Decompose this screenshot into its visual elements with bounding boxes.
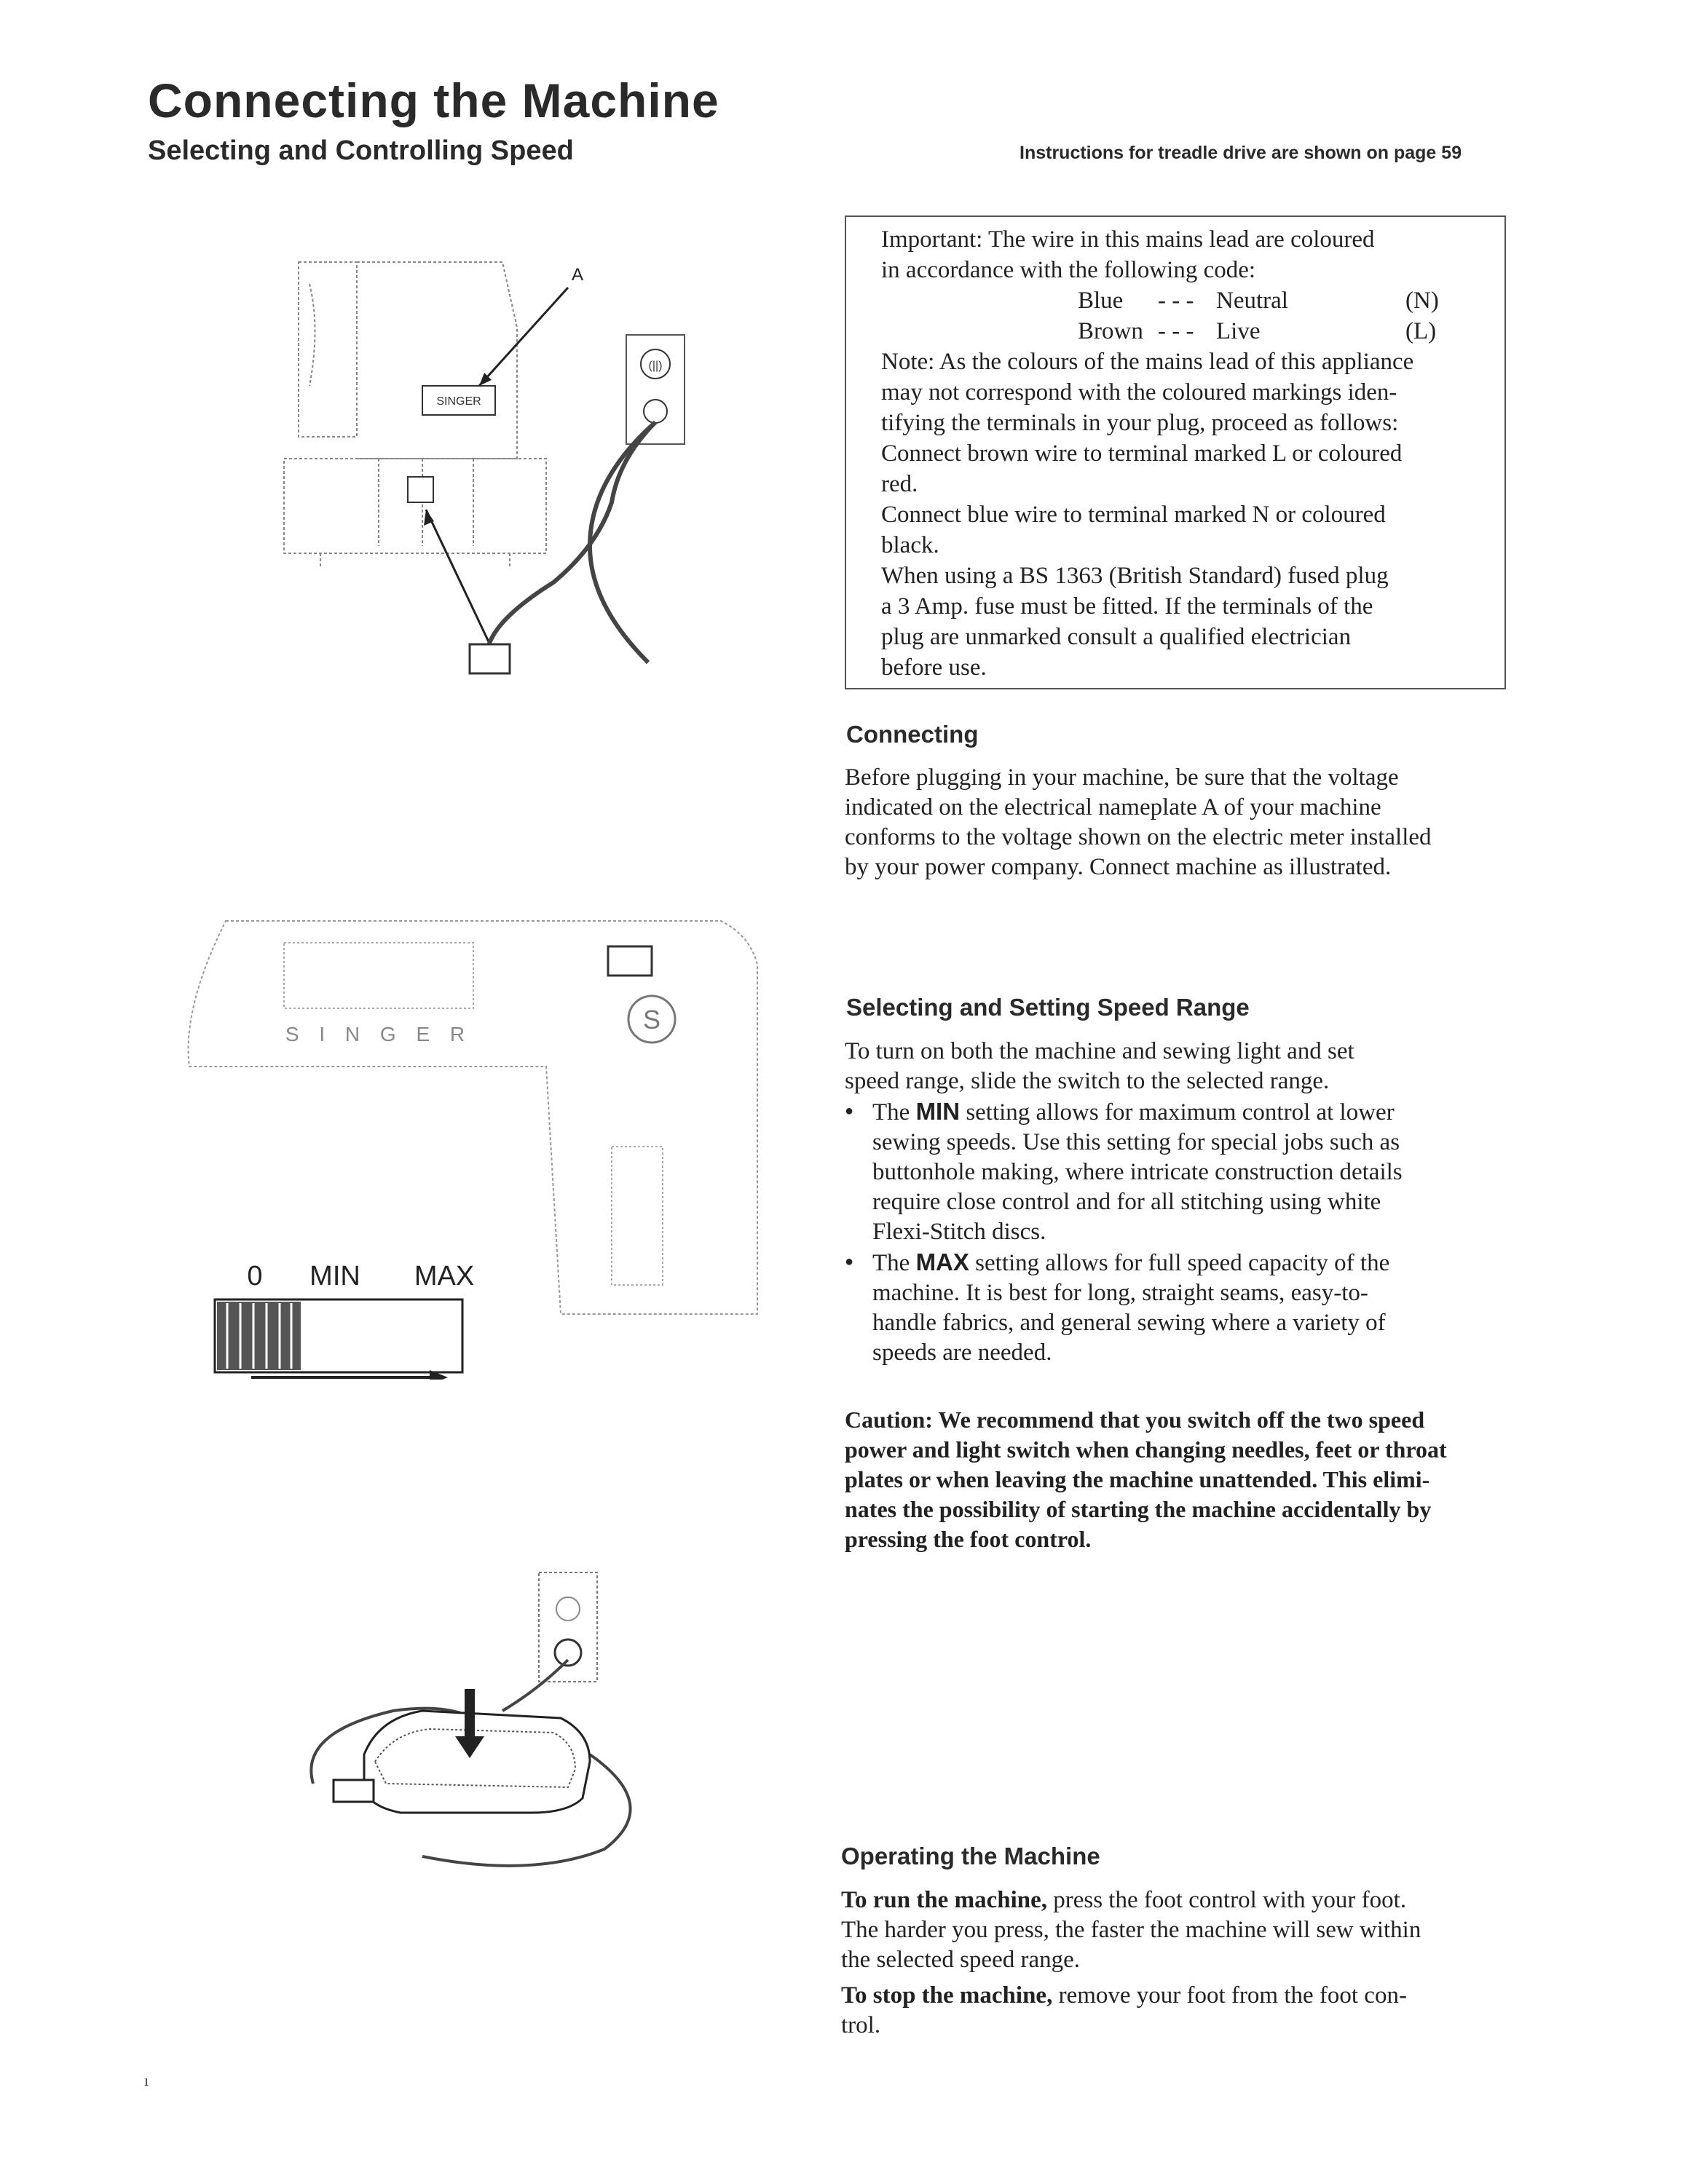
- note-line: Connect blue wire to terminal marked N or coloured: [881, 502, 1386, 528]
- stop-text: remove your foot from the foot con-: [1052, 1982, 1407, 2009]
- bullet-line: speeds are needed.: [872, 1340, 1052, 1366]
- important-wiring-box: [845, 215, 1506, 689]
- power-cord: [502, 1660, 568, 1711]
- wire-abbr: (L): [1405, 318, 1437, 344]
- note-line: Connect brown wire to terminal marked L or coloured: [881, 440, 1403, 467]
- speed-switch-illustration: [167, 906, 794, 1380]
- caution-line: nates the possibility of starting the machine accidentally by: [845, 1496, 1432, 1522]
- operating-heading: Operating the Machine: [841, 1843, 1100, 1870]
- run-lead: To run the machine,: [841, 1887, 1047, 1913]
- wire-code-row: [881, 316, 1486, 347]
- nameplate-arrow: [479, 288, 568, 386]
- wire-meaning: Live: [1216, 318, 1261, 344]
- speed-range-heading: Selecting and Setting Speed Range: [846, 994, 1250, 1021]
- bullet-dot: ●: [845, 1254, 854, 1270]
- bullet-text: setting allows for maximum control at lower: [960, 1099, 1395, 1125]
- pedal-plug: [334, 1780, 374, 1802]
- bullet-line: buttonhole making, where intricate construction details: [872, 1159, 1403, 1185]
- note-line: plug are unmarked consult a qualified electrician: [881, 624, 1352, 650]
- switch-label-max: MAX: [414, 1261, 475, 1291]
- switch-label-min: MIN: [309, 1261, 360, 1291]
- wire-code-row: [881, 285, 1486, 316]
- max-keyword: MAX: [915, 1249, 969, 1275]
- brand-letters: S I N G E R: [285, 1023, 473, 1045]
- max-bullet: [845, 1247, 1507, 1368]
- bullet-line: sewing speeds. Use this setting for special jobs such as: [872, 1129, 1400, 1155]
- socket-icon: [408, 477, 433, 502]
- caution-line: power and light switch when changing needles, feet or throat: [845, 1436, 1447, 1463]
- bullet-prefix: The: [872, 1250, 916, 1276]
- brand-panel: [284, 943, 473, 1045]
- paragraph-line: trol.: [841, 2012, 881, 2038]
- connecting-illustration: [277, 240, 699, 721]
- stop-lead: To stop the machine,: [841, 1982, 1053, 2009]
- paragraph-line: speed range, slide the switch to the selected range.: [845, 1068, 1330, 1094]
- nameplate: [422, 386, 495, 415]
- paragraph-line: indicated on the electrical nameplate A of your machine: [845, 794, 1381, 820]
- switch-on-machine: [608, 946, 652, 976]
- paragraph-line: conforms to the voltage shown on the electric meter installed: [845, 824, 1432, 850]
- min-bullet: [845, 1096, 1507, 1247]
- speed-range-paragraph: [845, 1037, 1507, 1368]
- wall-outlet: [626, 335, 685, 444]
- connecting-heading: Connecting: [846, 721, 979, 748]
- bullet-prefix: The: [872, 1099, 916, 1125]
- caution-line: Caution: We recommend that you switch off the two speed: [845, 1406, 1425, 1433]
- note-line: tifying the terminals in your plug, proceed as follows:: [881, 410, 1399, 436]
- bullet-line: handle fabrics, and general sewing where a variety of: [872, 1310, 1386, 1336]
- speed-switch: [215, 1299, 462, 1372]
- caution-line: plates or when leaving the machine unattended. This elimi-: [845, 1466, 1430, 1492]
- note-line: red.: [881, 471, 918, 497]
- cord-plug: [470, 644, 510, 673]
- socket-arrow: [426, 510, 492, 648]
- paragraph-line: The harder you press, the faster the machine will sew within: [841, 1917, 1421, 1943]
- paragraph-line: Before plugging in your machine, be sure that the voltage: [845, 764, 1399, 791]
- caution-line: pressing the foot control.: [845, 1526, 1092, 1552]
- foot-pedal: [364, 1711, 590, 1813]
- treadle-reference-note: Instructions for treadle drive are shown on page 59: [1019, 143, 1462, 163]
- wire-color: Brown: [1078, 318, 1143, 344]
- operating-paragraph: [841, 1886, 1504, 2041]
- page-title: Connecting the Machine: [148, 74, 719, 127]
- paragraph-line: the selected speed range.: [841, 1947, 1081, 1973]
- note-line: black.: [881, 532, 939, 558]
- bullet-line: require close control and for all stitching using white: [872, 1189, 1381, 1215]
- note-line: Note: As the colours of the mains lead of this appliance: [881, 349, 1414, 375]
- nameplate-label: SINGER: [436, 395, 481, 408]
- foot-control-illustration: [255, 1565, 692, 1886]
- caution-paragraph: [845, 1405, 1507, 1554]
- wire-abbr: (N): [1405, 288, 1439, 314]
- note-line: a 3 Amp. fuse must be fitted. If the terminals of the: [881, 593, 1373, 620]
- switch-label-off: 0: [247, 1261, 263, 1291]
- note-line: When using a BS 1363 (British Standard) fused plug: [881, 563, 1389, 589]
- connecting-paragraph: [845, 763, 1507, 882]
- note-line: before use.: [881, 654, 987, 681]
- power-cord: [488, 422, 655, 648]
- wire-dash: - - -: [1158, 318, 1194, 344]
- label-a: A: [572, 265, 584, 285]
- important-line: in accordance with the following code:: [881, 257, 1256, 283]
- paragraph-line: To turn on both the machine and sewing light and set: [845, 1038, 1354, 1064]
- page-subtitle: Selecting and Controlling Speed: [148, 135, 574, 166]
- bullet-line: Flexi-Stitch discs.: [872, 1219, 1046, 1245]
- min-keyword: MIN: [915, 1098, 961, 1125]
- bullet-dot: ●: [845, 1103, 854, 1119]
- run-text: press the foot control with your foot.: [1046, 1887, 1407, 1913]
- wire-meaning: Neutral: [1216, 288, 1288, 314]
- wire-color: Blue: [1078, 288, 1124, 314]
- footer-mark: ı: [144, 2071, 149, 2089]
- bullet-line: machine. It is best for long, straight seams, easy-to-: [872, 1280, 1368, 1306]
- important-line: Important: The wire in this mains lead are coloured: [881, 226, 1375, 253]
- paragraph-line: by your power company. Connect machine as illustrated.: [845, 854, 1392, 880]
- bullet-text: setting allows for full speed capacity of the: [969, 1250, 1390, 1276]
- wall-outlet: [539, 1572, 597, 1682]
- wire-dash: - - -: [1158, 288, 1194, 314]
- emblem-letter: S: [642, 1005, 661, 1034]
- note-line: may not correspond with the coloured markings iden-: [881, 379, 1397, 405]
- outlet-symbol: (||): [648, 360, 663, 372]
